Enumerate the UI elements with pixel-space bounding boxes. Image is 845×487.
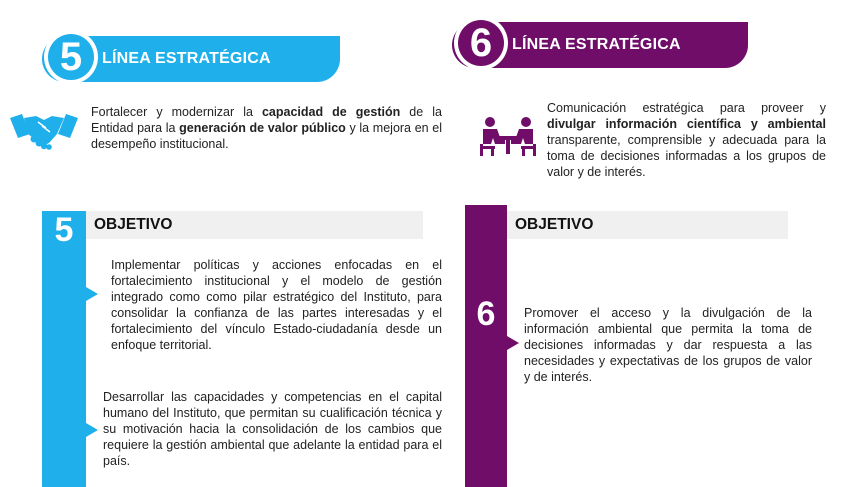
desc-text: transparente, comprensible y adecuada para la toma de decisiones informadas a los grupos de valor y de interés. [547, 133, 826, 179]
desc-text: Comunicación estratégica para proveer y [547, 101, 826, 115]
strategic-line-5-number-badge [44, 30, 98, 84]
objective-5-paragraph-1: Implementar políticas y acciones enfocadas en el fortalecimiento institucional y el modelo de gestión integrado como como pilar estratégico del Instituto, para consolidar la confianza de las partes interesadas y el fortalecimiento del vínculo Estado-ciudadanía desde un enfoque territorial. [111, 258, 442, 352]
objective-6-heading: OBJETIVO [507, 211, 788, 239]
desc-bold: capacidad de gestión [261, 105, 401, 119]
desc-bold: generación de valor público [179, 121, 346, 135]
desc-text: y la mejora en el desempeño institucional. [91, 121, 442, 151]
meeting-people-icon [477, 116, 539, 156]
strategic-line-6-number: 6 [458, 20, 504, 66]
strategic-line-6-description [547, 100, 826, 180]
strategic-line-6-title: LÍNEA ESTRATÉGICA [512, 36, 681, 53]
strategic-line-5-number: 5 [48, 34, 94, 80]
objective-5-arrow-1 [86, 287, 98, 301]
handshake-icon [10, 108, 78, 152]
strategic-line-5-title: LÍNEA ESTRATÉGICA [102, 50, 271, 67]
objective-5-heading: OBJETIVO [86, 211, 423, 239]
strategic-line-6-banner [452, 22, 748, 68]
objective-5-arrow-2 [86, 423, 98, 437]
desc-text: de la Entidad para la [91, 105, 442, 135]
strategic-line-5-banner [42, 36, 340, 82]
objective-5-paragraph-2: Desarrollar las capacidades y competencias en el capital humano del Instituto, que permitan su cualificación técnica y su motivación hacia la consolidación de los cambios que requiere la gestión ambiental que adelante la entidad para el país. [103, 390, 442, 468]
objective-5-number: 5 [54, 211, 74, 249]
objective-6-bar [465, 205, 507, 487]
desc-bold: divulgar información científica y ambiental [547, 117, 826, 131]
objective-6-paragraph-1: Promover el acceso y la divulgación de la información ambiental que permita la toma de decisiones informadas y dar respuesta a las necesidades y expectativas de los grupos de valor y de interés. [524, 306, 812, 384]
objective-6-number: 6 [476, 295, 496, 333]
objective-6-arrow [507, 336, 519, 350]
objective-5-bar [42, 211, 86, 487]
strategic-line-6-number-badge [454, 16, 508, 70]
strategic-line-5-description [91, 104, 442, 152]
desc-text: Fortalecer y modernizar la [91, 105, 262, 119]
